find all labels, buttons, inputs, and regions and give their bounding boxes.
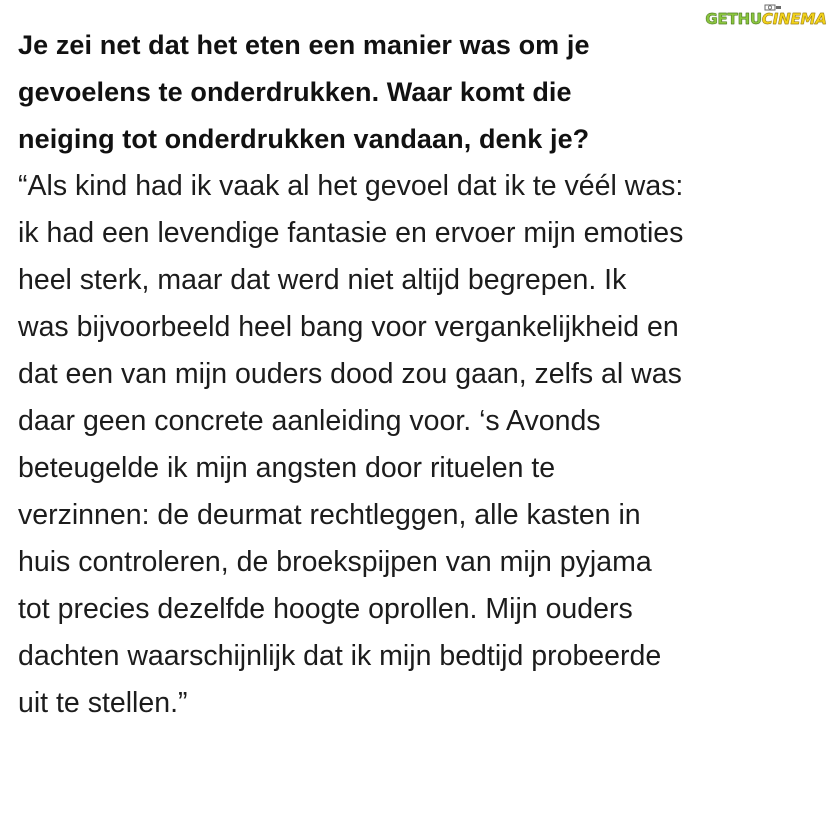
camera-icon: [764, 3, 782, 11]
watermark-text-part1: GETHU: [705, 10, 762, 28]
watermark-text-part2: CINEMA: [761, 10, 827, 28]
interview-question: Je zei net dat het eten een manier was om je gevoelens te onderdrukken. Waar komt die neiging tot onderdrukken vandaan, denk je?: [18, 30, 590, 154]
interview-answer: “Als kind had ik vaak al het gevoel dat ik te véél was: ik had een levendige fantasie en ervoer mijn emoties heel sterk, maar dat werd niet altijd begrepen. Ik was bijvoorbeeld heel bang voor vergankelijkheid en dat een van mijn ouders dood zou gaan, zelfs al was daar geen concrete aanleiding voor. ‘s Avonds beteugelde ik mijn angsten door rituelen te verzinnen: de deurmat rechtleggen, alle kasten in huis controleren, de broekspijpen van mijn pyjama tot precies dezelfde hoogte oprollen. Mijn ouders dachten waarschijnlijk dat ik mijn bedtijd probeerde uit te stellen.”: [18, 170, 684, 719]
article-body: [18, 22, 818, 727]
